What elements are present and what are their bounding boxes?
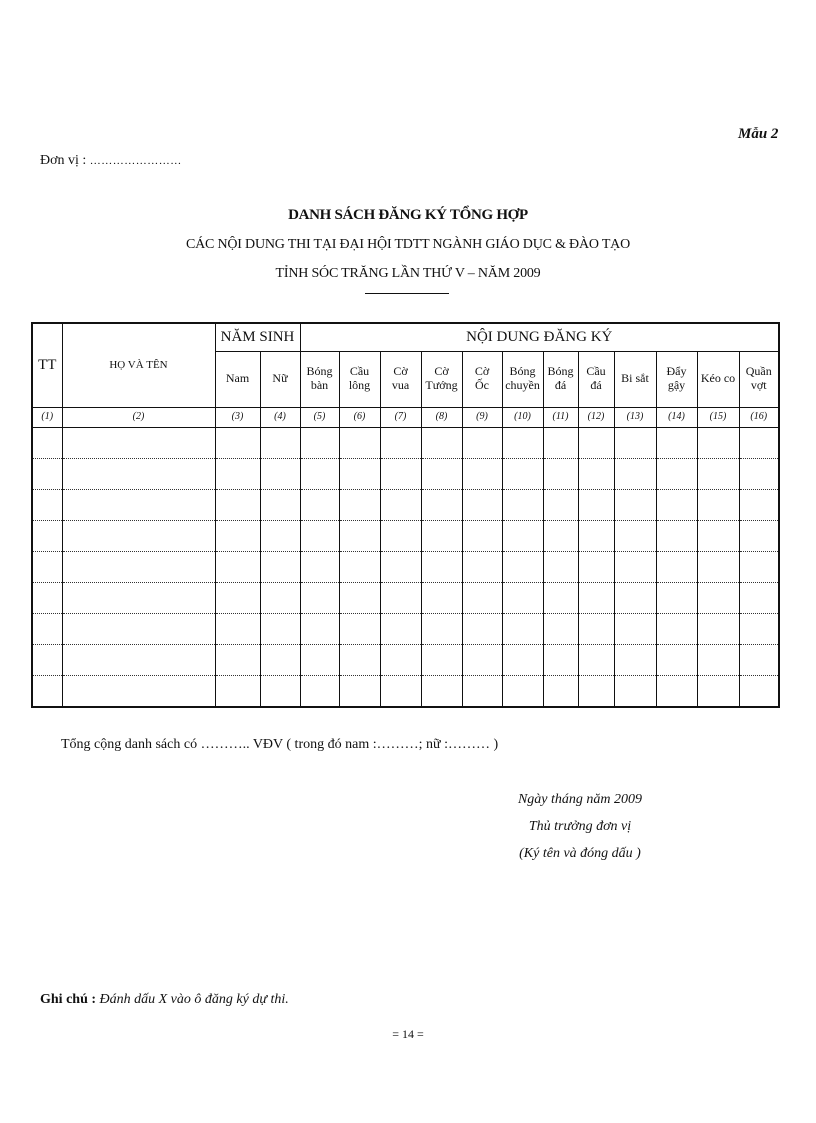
table-cell[interactable] <box>215 551 260 582</box>
table-cell[interactable] <box>32 458 62 489</box>
table-cell[interactable] <box>656 427 697 458</box>
table-cell[interactable] <box>614 644 656 675</box>
table-cell[interactable] <box>739 427 779 458</box>
table-cell[interactable] <box>215 582 260 613</box>
note-label: Ghi chú : <box>40 992 97 1007</box>
table-cell[interactable] <box>739 551 779 582</box>
table-cell[interactable] <box>380 644 421 675</box>
column-number: (11) <box>543 407 578 427</box>
table-cell[interactable] <box>215 644 260 675</box>
table-cell[interactable] <box>380 427 421 458</box>
table-row <box>32 613 779 644</box>
table-cell[interactable] <box>614 582 656 613</box>
event-label-2: chuyền <box>505 378 540 392</box>
table-cell[interactable] <box>462 458 502 489</box>
table-cell[interactable] <box>462 675 502 707</box>
column-number: (8) <box>421 407 462 427</box>
table-row <box>32 675 779 707</box>
male-header: Nam <box>215 351 260 407</box>
column-number: (15) <box>697 407 739 427</box>
table-cell[interactable] <box>339 675 380 707</box>
table-cell[interactable] <box>32 644 62 675</box>
table-row <box>32 458 779 489</box>
table-row <box>32 489 779 520</box>
table-cell[interactable] <box>62 458 215 489</box>
event-label-2: đá <box>590 378 602 392</box>
table-cell[interactable] <box>300 551 339 582</box>
table-cell[interactable] <box>380 675 421 707</box>
table-cell[interactable] <box>215 489 260 520</box>
table-cell[interactable] <box>697 582 739 613</box>
table-cell[interactable] <box>543 520 578 551</box>
table-cell[interactable] <box>260 644 300 675</box>
table-cell[interactable] <box>502 675 543 707</box>
table-cell[interactable] <box>502 489 543 520</box>
event-label-1: Cầu <box>586 364 606 379</box>
table-row <box>32 551 779 582</box>
table-cell[interactable] <box>62 427 215 458</box>
column-number: (10) <box>502 407 543 427</box>
event-label-1: Bóng <box>509 364 536 379</box>
column-number: (3) <box>215 407 260 427</box>
table-cell[interactable] <box>502 520 543 551</box>
table-cell[interactable] <box>300 489 339 520</box>
table-cell[interactable] <box>62 551 215 582</box>
column-number: (14) <box>656 407 697 427</box>
table-cell[interactable] <box>578 458 614 489</box>
event-label-2: đá <box>554 378 567 392</box>
event-header <box>380 351 421 407</box>
event-label-1: Bóng <box>306 364 333 379</box>
column-number: (7) <box>380 407 421 427</box>
table-cell[interactable] <box>656 582 697 613</box>
event-label-2: vợt <box>750 378 767 392</box>
table-cell[interactable] <box>543 489 578 520</box>
table-cell[interactable] <box>380 582 421 613</box>
table-cell[interactable] <box>739 675 779 707</box>
table-cell[interactable] <box>62 675 215 707</box>
table-cell[interactable] <box>543 582 578 613</box>
event-header <box>421 351 462 407</box>
column-number: (6) <box>339 407 380 427</box>
table-cell[interactable] <box>502 582 543 613</box>
table-cell[interactable] <box>421 551 462 582</box>
event-label-1: Cờ <box>474 364 490 379</box>
table-cell[interactable] <box>421 489 462 520</box>
table-cell[interactable] <box>739 613 779 644</box>
event-label-1: Cầu <box>349 364 370 379</box>
table-cell[interactable] <box>502 427 543 458</box>
table-cell[interactable] <box>380 458 421 489</box>
table-cell[interactable] <box>421 675 462 707</box>
table-cell[interactable] <box>260 458 300 489</box>
table-cell[interactable] <box>421 644 462 675</box>
table-cell[interactable] <box>578 489 614 520</box>
table-cell[interactable] <box>656 675 697 707</box>
table-cell[interactable] <box>543 427 578 458</box>
event-header <box>614 351 656 407</box>
table-cell[interactable] <box>739 520 779 551</box>
tt-header: TT <box>32 323 62 407</box>
table-cell[interactable] <box>502 458 543 489</box>
column-number: (12) <box>578 407 614 427</box>
table-cell[interactable] <box>339 582 380 613</box>
table-cell[interactable] <box>578 613 614 644</box>
table-cell[interactable] <box>421 582 462 613</box>
table-cell[interactable] <box>215 675 260 707</box>
document-subtitle-2: TỈNH SÓC TRĂNG LẦN THỨ V – NĂM 2009 <box>275 266 541 281</box>
event-header <box>543 351 578 407</box>
event-label-2: vua <box>391 378 410 392</box>
column-number: (4) <box>260 407 300 427</box>
event-header <box>697 351 739 407</box>
column-number: (9) <box>462 407 502 427</box>
table-cell[interactable] <box>614 613 656 644</box>
event-label-1: Quần <box>745 364 772 379</box>
table-cell[interactable] <box>543 613 578 644</box>
table-cell[interactable] <box>32 675 62 707</box>
table-row <box>32 644 779 675</box>
table-cell[interactable] <box>300 644 339 675</box>
table-cell[interactable] <box>421 458 462 489</box>
event-label-1: Đẩy <box>666 364 687 379</box>
table-cell[interactable] <box>260 613 300 644</box>
table-cell[interactable] <box>656 489 697 520</box>
birth-year-header: NĂM SINH <box>215 323 300 351</box>
table-cell[interactable] <box>614 675 656 707</box>
name-header: HỌ VÀ TÊN <box>62 323 215 407</box>
table-cell[interactable] <box>697 520 739 551</box>
table-cell[interactable] <box>62 520 215 551</box>
table-cell[interactable] <box>462 644 502 675</box>
table-row <box>32 520 779 551</box>
table-cell[interactable] <box>739 458 779 489</box>
table-cell[interactable] <box>697 675 739 707</box>
table-cell[interactable] <box>260 551 300 582</box>
table-cell[interactable] <box>62 489 215 520</box>
table-cell[interactable] <box>215 427 260 458</box>
event-header <box>339 351 380 407</box>
table-cell[interactable] <box>260 675 300 707</box>
event-header <box>502 351 543 407</box>
table-cell[interactable] <box>578 644 614 675</box>
event-header <box>462 351 502 407</box>
column-number: (5) <box>300 407 339 427</box>
table-cell[interactable] <box>32 520 62 551</box>
table-cell[interactable] <box>697 458 739 489</box>
table-cell[interactable] <box>697 551 739 582</box>
document-title: DANH SÁCH ĐĂNG KÝ TỔNG HỢP <box>288 207 528 223</box>
event-label-1: Bóng <box>547 364 574 379</box>
table-cell[interactable] <box>739 644 779 675</box>
table-cell[interactable] <box>339 458 380 489</box>
table-cell[interactable] <box>300 613 339 644</box>
total-line: Tổng cộng danh sách có ……….. VĐV ( trong đó nam :………; nữ :……… ) <box>61 737 499 752</box>
event-header <box>300 351 339 407</box>
table-cell[interactable] <box>462 520 502 551</box>
signature-instruction: (Ký tên và đóng dấu ) <box>519 846 641 861</box>
column-number: (16) <box>739 407 779 427</box>
table-cell[interactable] <box>697 427 739 458</box>
title-underline <box>365 293 449 294</box>
column-number: (2) <box>62 407 215 427</box>
table-cell[interactable] <box>462 427 502 458</box>
table-cell[interactable] <box>578 582 614 613</box>
table-cell[interactable] <box>578 675 614 707</box>
event-header <box>578 351 614 407</box>
table-cell[interactable] <box>260 427 300 458</box>
table-cell[interactable] <box>215 613 260 644</box>
table-cell[interactable] <box>656 458 697 489</box>
table-cell[interactable] <box>32 613 62 644</box>
table-cell[interactable] <box>462 489 502 520</box>
table-cell[interactable] <box>260 582 300 613</box>
event-label-2: lông <box>348 378 371 392</box>
table-cell[interactable] <box>339 427 380 458</box>
event-label-2: Tướng <box>425 378 458 392</box>
event-label-1: Cờ <box>434 364 449 379</box>
event-label-2: gậy <box>667 378 686 392</box>
table-cell[interactable] <box>380 489 421 520</box>
note <box>40 992 289 1008</box>
table-cell[interactable] <box>543 551 578 582</box>
table-cell[interactable] <box>462 551 502 582</box>
event-label-1: Bi sắt <box>621 371 649 386</box>
table-cell[interactable] <box>543 458 578 489</box>
table-cell[interactable] <box>260 489 300 520</box>
column-number: (1) <box>32 407 62 427</box>
table-cell[interactable] <box>300 520 339 551</box>
event-header <box>656 351 697 407</box>
table-cell[interactable] <box>32 427 62 458</box>
table-cell[interactable] <box>339 489 380 520</box>
table-cell[interactable] <box>697 489 739 520</box>
table-cell[interactable] <box>656 613 697 644</box>
table-cell[interactable] <box>543 675 578 707</box>
event-label-1: Cờ <box>393 364 408 379</box>
table-cell[interactable] <box>339 613 380 644</box>
table-cell[interactable] <box>32 551 62 582</box>
table-cell[interactable] <box>697 644 739 675</box>
table-cell[interactable] <box>739 582 779 613</box>
table-cell[interactable] <box>62 644 215 675</box>
table-cell[interactable] <box>462 613 502 644</box>
signature-role: Thủ trưởng đơn vị <box>528 819 632 834</box>
table-cell[interactable] <box>697 613 739 644</box>
table-row <box>32 427 779 458</box>
signature-date: Ngày tháng năm 2009 <box>517 792 643 807</box>
table-cell[interactable] <box>421 427 462 458</box>
table-cell[interactable] <box>739 489 779 520</box>
event-label-1: Kéo co <box>700 371 736 386</box>
table-cell[interactable] <box>614 427 656 458</box>
table-cell[interactable] <box>656 551 697 582</box>
table-cell[interactable] <box>380 613 421 644</box>
table-cell[interactable] <box>339 644 380 675</box>
table-cell[interactable] <box>462 582 502 613</box>
event-label-2: bàn <box>310 378 329 392</box>
event-header <box>739 351 779 407</box>
table-cell[interactable] <box>215 458 260 489</box>
table-cell[interactable] <box>300 427 339 458</box>
unit-label: Đơn vị : <box>40 153 87 168</box>
column-number: (13) <box>614 407 656 427</box>
table-cell[interactable] <box>578 551 614 582</box>
table-cell[interactable] <box>502 644 543 675</box>
table-cell[interactable] <box>62 613 215 644</box>
unit-dots: …………………… <box>89 155 182 167</box>
table-cell[interactable] <box>656 644 697 675</box>
table-cell[interactable] <box>614 489 656 520</box>
table-cell[interactable] <box>380 551 421 582</box>
content-header: NỘI DUNG ĐĂNG KÝ <box>300 323 779 351</box>
table-cell[interactable] <box>502 551 543 582</box>
table-cell[interactable] <box>300 458 339 489</box>
table-cell[interactable] <box>578 427 614 458</box>
table-cell[interactable] <box>421 613 462 644</box>
table-cell[interactable] <box>32 489 62 520</box>
table-cell[interactable] <box>543 644 578 675</box>
unit-line <box>40 153 182 169</box>
registration-table <box>31 322 780 708</box>
table-cell[interactable] <box>260 520 300 551</box>
table-row <box>32 582 779 613</box>
table-cell[interactable] <box>300 582 339 613</box>
event-label-2: Ốc <box>475 378 490 392</box>
table-cell[interactable] <box>380 520 421 551</box>
table-cell[interactable] <box>62 582 215 613</box>
table-cell[interactable] <box>215 520 260 551</box>
note-text: Đánh dấu X vào ô đăng ký dự thi. <box>99 992 289 1007</box>
table-cell[interactable] <box>300 675 339 707</box>
female-header: Nữ <box>260 351 300 407</box>
table-cell[interactable] <box>502 613 543 644</box>
form-code: Mẫu 2 <box>738 126 779 142</box>
table-cell[interactable] <box>578 520 614 551</box>
table-cell[interactable] <box>656 520 697 551</box>
table-cell[interactable] <box>339 551 380 582</box>
table-cell[interactable] <box>614 551 656 582</box>
document-subtitle: CÁC NỘI DUNG THI TẠI ĐẠI HỘI TDTT NGÀNH GIÁO DỤC & ĐÀO TẠO <box>185 237 631 252</box>
table-cell[interactable] <box>32 582 62 613</box>
table-cell[interactable] <box>614 458 656 489</box>
table-cell[interactable] <box>421 520 462 551</box>
table-cell[interactable] <box>614 520 656 551</box>
table-cell[interactable] <box>339 520 380 551</box>
page-number: = 14 = <box>392 1027 424 1041</box>
